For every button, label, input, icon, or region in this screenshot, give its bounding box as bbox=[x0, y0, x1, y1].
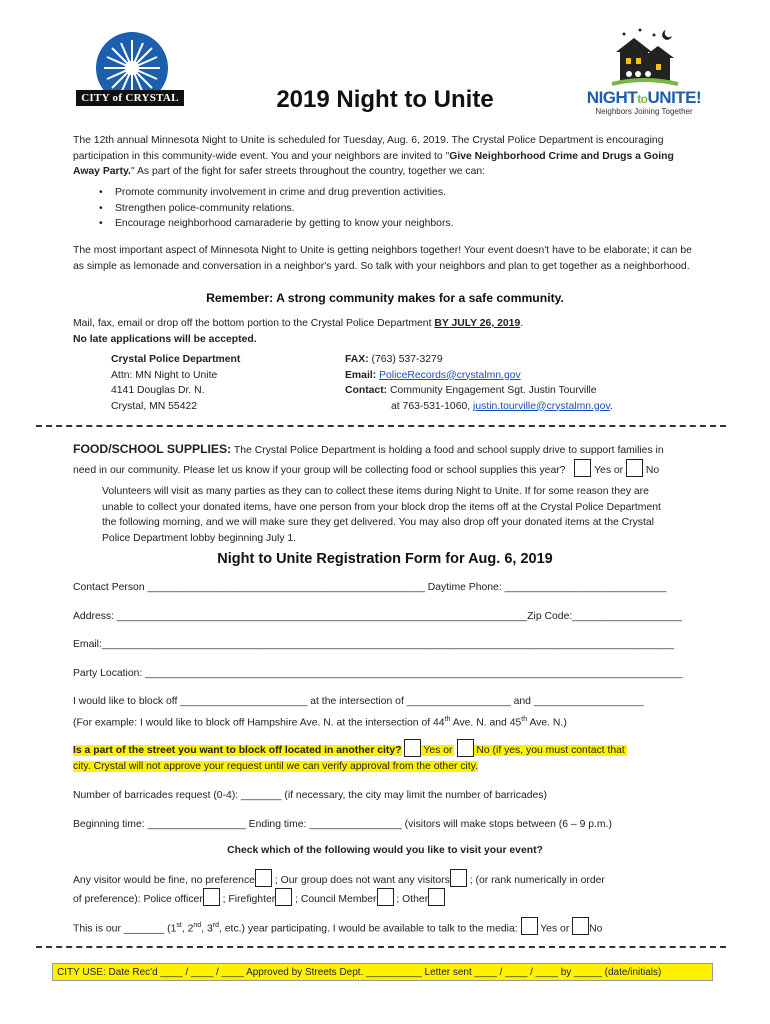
tourville-email-link[interactable]: justin.tourville@crystalmn.gov bbox=[473, 400, 610, 412]
volunteers-paragraph: Volunteers will visit as many parties as they can to collect these items during Night to Unite. If for some reason they are unable to collect your donated items, have one person from your block drop the items off at the Crystal Police Department the following morning, and we will make sure they get delivered. You may also drop off your donated items at the Crystal Police Department lobby beginning July 1. bbox=[102, 486, 661, 544]
council-member-checkbox[interactable] bbox=[377, 888, 394, 906]
food-line1: The Crystal Police Department is holding a food and school supply drive to support families in bbox=[231, 445, 664, 456]
address-field[interactable]: Address: _______________________________________________________________________Zip Code:___________________ bbox=[73, 611, 683, 622]
year-a: This is our _______ (1 bbox=[73, 923, 177, 935]
year-c: , 3 bbox=[201, 923, 213, 935]
food-no-checkbox[interactable] bbox=[626, 459, 643, 477]
email-field[interactable]: Email:___________________________________________________________________________________________________ bbox=[73, 639, 674, 650]
media-yes-label: Yes or bbox=[540, 923, 570, 935]
check-heading: Check which of the following would you like to visit your event? bbox=[227, 845, 543, 856]
contact-person-field[interactable]: Contact Person ________________________________________________ Daytime Phone: ____________________________ bbox=[73, 582, 667, 593]
year-b: , 2 bbox=[181, 923, 194, 935]
police-officer-checkbox[interactable] bbox=[203, 888, 220, 906]
block-off-field[interactable]: I would like to block off ______________________ at the intersection of __________________ and ___________________ bbox=[73, 696, 644, 707]
other-city-yes-label: Yes or bbox=[423, 745, 453, 756]
list-item: • Encourage neighborhood camaraderie by getting to know your neighbors. bbox=[73, 216, 701, 232]
contact-line bbox=[345, 383, 675, 399]
any-visitor-checkbox[interactable] bbox=[255, 869, 272, 887]
media-yes-checkbox[interactable] bbox=[521, 917, 538, 935]
contact-label: Contact: bbox=[345, 385, 388, 396]
visitor-f: ; Council Member bbox=[292, 894, 377, 905]
visitor-e: ; Firefighter bbox=[219, 894, 276, 905]
no-visitors-checkbox[interactable] bbox=[450, 869, 467, 887]
cut-line bbox=[36, 946, 726, 948]
remember-heading: Remember: A strong community makes for a safe community. bbox=[206, 291, 564, 305]
party-location-field[interactable]: Party Location: _____________________________________________________________________________________________ bbox=[73, 668, 683, 679]
address-attn: Attn: MN Night to Unite bbox=[111, 369, 218, 381]
food-line2: need in our community. Please let us know if your group will be collecting food or school supplies this year? bbox=[73, 465, 566, 476]
year-st: st bbox=[176, 922, 182, 929]
night-to-unite-logo bbox=[582, 26, 706, 118]
importance-paragraph: The most important aspect of Minnesota Night to Unite is getting neighbors together! Your event doesn't have to be elaborate; it can be as simple as lemonade and conversation in a neighbor's yard. So talk with your neighbors and plan to get together as a neighborhood. bbox=[73, 245, 692, 272]
intro-text-bold: Give Neighborhood Crime and Drugs a Going Away Party. bbox=[73, 150, 674, 177]
mail-deadline: BY JULY 26, 2019 bbox=[434, 318, 521, 329]
visitor-g: ; Other bbox=[393, 894, 429, 905]
other-city-question bbox=[73, 739, 627, 760]
food-heading: FOOD/SCHOOL SUPPLIES: bbox=[73, 442, 232, 456]
year-d: , etc.) year participating. I would be available to talk to the media: bbox=[219, 923, 518, 935]
intro-paragraph bbox=[73, 133, 701, 180]
firefighter-checkbox[interactable] bbox=[275, 888, 292, 906]
ntu-logo-wordmark bbox=[582, 88, 706, 108]
other-city-no-label: No (if yes, you must contact that bbox=[476, 745, 625, 756]
visitor-a: Any visitor would be fine, no preference bbox=[73, 875, 255, 886]
food-no-label: No bbox=[645, 465, 660, 476]
year-nd: nd bbox=[193, 922, 202, 929]
cut-line bbox=[36, 425, 726, 427]
contact-value: Community Engagement Sgt. Justin Tourville bbox=[387, 385, 597, 396]
form-title: Night to Unite Registration Form for Aug. 6, 2019 bbox=[217, 551, 553, 567]
year-participating-line bbox=[73, 916, 602, 939]
contact-end: . bbox=[609, 400, 613, 412]
page-title: 2019 Night to Unite bbox=[276, 86, 494, 113]
contact-phone-line bbox=[345, 399, 675, 415]
other-city-yes-checkbox[interactable] bbox=[404, 739, 421, 757]
barricades-field[interactable]: Number of barricades request (0-4): _______ (if necessary, the city may limit the number of barricades) bbox=[73, 790, 547, 801]
contact-info bbox=[345, 352, 675, 414]
food-yes-label: Yes or bbox=[594, 465, 624, 476]
visitor-preference-line2 bbox=[73, 888, 445, 910]
fax-value: (763) 537-3279 bbox=[368, 354, 443, 365]
media-no-checkbox[interactable] bbox=[572, 917, 589, 935]
fax-label: FAX: bbox=[345, 354, 369, 365]
ntu-logo-tagline: Neighbors Joining Together bbox=[595, 107, 693, 116]
mail-text-a: Mail, fax, email or drop off the bottom portion to the Crystal Police Department bbox=[73, 318, 435, 329]
food-yes-checkbox[interactable] bbox=[574, 459, 591, 477]
goals-list bbox=[73, 185, 701, 232]
list-item: • Promote community involvement in crime and drug prevention activities. bbox=[73, 185, 701, 201]
other-city-no-checkbox[interactable] bbox=[457, 739, 474, 757]
other-city-q: Is a part of the street you want to block off located in another city? bbox=[73, 745, 402, 756]
times-field[interactable]: Beginning time: _________________ Ending time: ________________ (visitors will make stops between (6 – 9 p.m.) bbox=[73, 819, 612, 830]
city-logo-text: CITY of CRYSTAL bbox=[81, 92, 179, 104]
city-use-box bbox=[52, 963, 713, 981]
no-late-notice: No late applications will be accepted. bbox=[73, 334, 257, 345]
visitor-b: ; Our group does not want any visitors bbox=[271, 875, 450, 886]
intro-text-a: The 12th annual Minnesota Night to Unite is scheduled for Tuesday, Aug. 6, 2019. The Crystal Police Department is encouraging participation in this community-wide event. You and your neighbors are invited to " bbox=[73, 135, 664, 162]
address-name: Crystal Police Department bbox=[111, 354, 241, 365]
example-th1: th bbox=[444, 716, 451, 723]
email-line bbox=[345, 368, 675, 384]
other-city-note bbox=[73, 759, 478, 775]
contact-phone: at 763-531-1060, bbox=[391, 400, 474, 412]
example-th2: th bbox=[521, 716, 528, 723]
fax-line bbox=[345, 352, 675, 368]
police-records-email-link[interactable]: PoliceRecords@crystalmn.gov bbox=[379, 369, 521, 381]
example-c: Ave. N.) bbox=[527, 717, 567, 729]
media-no-label: No bbox=[589, 923, 603, 935]
visitor-c: ; (or rank numerically in order bbox=[466, 875, 605, 886]
ntu-logo-to: to bbox=[637, 92, 648, 106]
food-supplies-line2 bbox=[73, 459, 733, 479]
other-city-line2: city. Crystal will not approve your request until we can verify approval from the other city. bbox=[73, 761, 479, 772]
city-use-text: CITY USE: Date Rec'd ____ / ____ / ____ Approved by Streets Dept. __________ Letter sent ____ / ____ / ____ by _____ (date/initials) bbox=[57, 967, 662, 978]
intro-text-b: " As part of the fight for safer streets throughout the country, together we can: bbox=[130, 166, 486, 177]
block-off-example bbox=[73, 712, 567, 730]
mail-text-b: . bbox=[520, 318, 524, 329]
other-visitor-checkbox[interactable] bbox=[428, 888, 445, 906]
example-b: Ave. N. and 45 bbox=[450, 717, 522, 729]
list-item: • Strengthen police-community relations. bbox=[73, 201, 701, 217]
example-a: (For example: I would like to block off Hampshire Ave. N. at the intersection of 44 bbox=[73, 717, 445, 729]
address-city: Crystal, MN 55422 bbox=[111, 400, 198, 412]
mail-instructions bbox=[73, 316, 713, 332]
address-street: 4141 Douglas Dr. N. bbox=[111, 385, 205, 396]
mailing-address bbox=[111, 352, 331, 414]
email-label: Email: bbox=[345, 369, 377, 381]
year-rd: rd bbox=[212, 922, 219, 929]
food-supplies-line1 bbox=[73, 441, 723, 459]
ntu-logo-night: NIGHT bbox=[586, 88, 638, 107]
ntu-logo-unite: UNITE! bbox=[647, 88, 702, 107]
visitor-d: of preference): Police officer bbox=[73, 894, 203, 905]
